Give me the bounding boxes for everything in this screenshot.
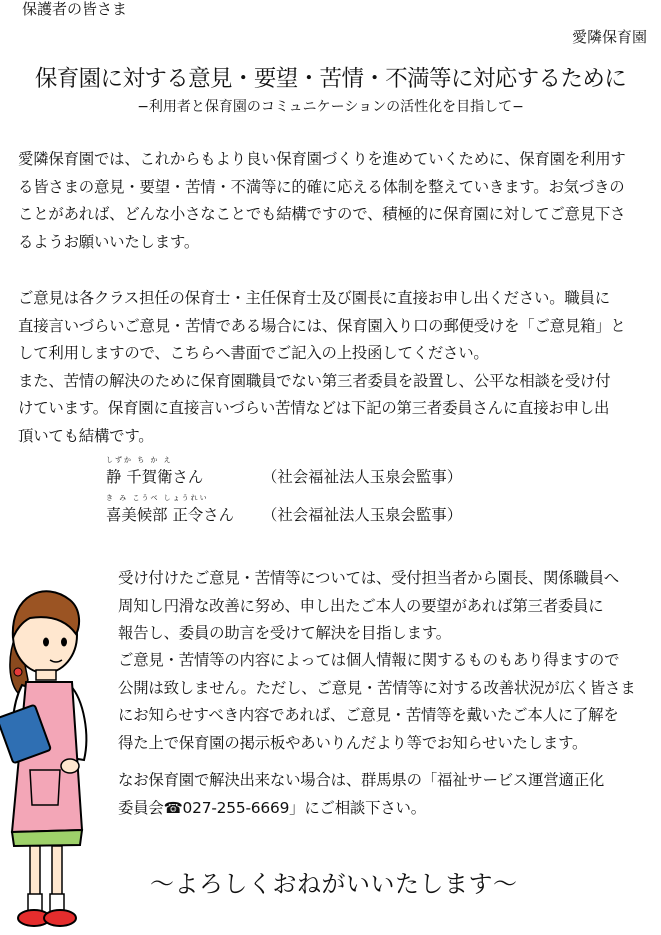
committee-member bbox=[106, 456, 463, 488]
text-line: 委員会☎027-255-6669」にご相談下さい。 bbox=[118, 798, 426, 817]
text-line: ことがあれば、どんな小さなことでも結構ですので、積極的に保育園に対してご意見下さ bbox=[18, 205, 626, 223]
text-line: して利用しますので、こちらへ書面でご記入の上投函してください。 bbox=[18, 344, 489, 362]
text-line: なお保育園で解決出来ない場合は、群馬県の「福祉サービス運営適正化 bbox=[118, 771, 605, 789]
text-line: 得た上で保育園の掲示板やあいりんだより等でお知らせいたします。 bbox=[118, 733, 588, 752]
text-line: る皆さまの意見・要望・苦情・不満等に的確に応える体制を整えていきます。お気づきの bbox=[18, 177, 625, 196]
member-name-reading: き み こうべ しょうれい bbox=[106, 494, 209, 502]
escalation-paragraph bbox=[118, 767, 654, 822]
text-line: 受け付けたご意見・苦情等については、受付担当者から園長、関係職員へ bbox=[118, 569, 619, 587]
text-line: 公開は致しません。ただし、ご意見・苦情等に対する改善状況が広く皆さま bbox=[118, 678, 636, 697]
text-line: 愛隣保育園では、これからもより良い保育園づくりを進めていくために、保育園を利用す bbox=[18, 150, 626, 168]
addressee-line: 保護者の皆さま bbox=[22, 0, 128, 18]
committee-member bbox=[106, 494, 463, 526]
text-line: 頂いても結構です。 bbox=[18, 426, 154, 445]
text-line: また、苦情の解決のために保育園職員でない第三者委員を設置し、公平な相談を受け付 bbox=[18, 371, 611, 390]
text-line: 報告し、委員の助言を受けて解決を目指します。 bbox=[118, 624, 451, 642]
member-name: 静 千賀衛さん bbox=[106, 468, 204, 486]
member-affiliation: （社会福祉法人玉泉会監事） bbox=[262, 468, 463, 486]
text-line: るようお願いいたします。 bbox=[18, 232, 200, 251]
text-line: 直接言いづらいご意見・苦情である場合には、保育園入り口の郵便受けを「ご意見箱」と bbox=[18, 316, 626, 335]
handling-paragraph bbox=[118, 565, 654, 648]
text-line: ご意見・苦情等の内容によっては個人情報に関するものもあり得ますので bbox=[118, 651, 620, 669]
privacy-paragraph bbox=[118, 647, 654, 757]
document-subtitle: −利用者と保育園のコミュニケーションの活性化を目指して− bbox=[137, 99, 524, 115]
text-line: ご意見は各クラス担任の保育士・主任保育士及び園長に直接お申し出ください。職員に bbox=[18, 289, 610, 307]
member-affiliation: （社会福祉法人玉泉会監事） bbox=[262, 506, 463, 524]
contact-paragraph bbox=[18, 285, 654, 450]
text-line: けています。保育園に直接言いづらい苦情などは下記の第三者委員さんに直接お申し出 bbox=[18, 399, 610, 417]
text-line: 周知し円滑な改善に努め、申し出たご本人の要望があれば第三者委員に bbox=[118, 596, 604, 615]
member-name: 喜美候部 正令さん bbox=[106, 506, 235, 524]
intro-paragraph bbox=[18, 146, 654, 256]
closing-message: 〜よろしくおねがいいたします〜 bbox=[150, 870, 518, 898]
sender-name: 愛隣保育園 bbox=[571, 28, 647, 46]
document-title: 保育園に対する意見・要望・苦情・不満等に対応するために bbox=[34, 66, 627, 92]
text-line: にお知らせすべき内容であれば、ご意見・苦情等を戴いたご本人に了解を bbox=[118, 706, 619, 724]
childcare-worker-illustration bbox=[0, 560, 110, 935]
member-name-reading: しずか ち か え bbox=[106, 456, 173, 464]
